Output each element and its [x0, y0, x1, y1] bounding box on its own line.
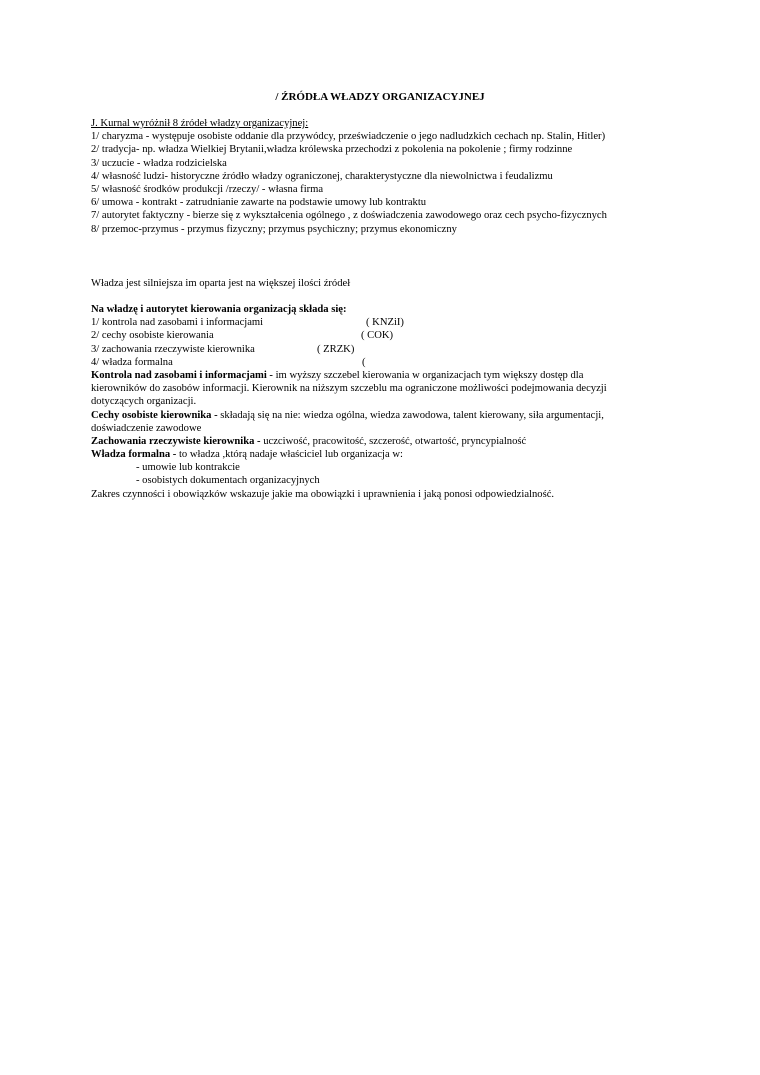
document-title: / ŹRÓDŁA WŁADZY ORGANIZACYJNEJ: [275, 91, 485, 103]
source-head: 1/ charyzma -: [91, 131, 152, 143]
component-label: 3/ zachowania rzeczywiste kierownika: [91, 343, 255, 355]
kontrola-line: kierowników do zasobów informacji. Kierownik na niższym szczeblu ma ograniczone możliwości podejmowania decyzji: [91, 383, 607, 395]
source-item: [91, 130, 607, 143]
source-text: władza rodzicielska: [143, 157, 227, 169]
cechy-heading: Cechy osobiste kierownika -: [91, 409, 221, 421]
closing-text: Zakres czynności i obowiązków wskazuje jakie ma obowiązki i uprawnienia i jaką ponosi odpowiedzialność.: [91, 488, 555, 500]
source-head: 2/ tradycja-: [91, 144, 143, 156]
source-text: występuje osobiste oddanie dla przywódcy, przeświadczenie o jego nadludzkich cechach np. Stalin, Hitler): [151, 131, 606, 143]
component-item: [91, 356, 691, 369]
components-heading: Na władzę i autorytet kierowania organizacją składa się:: [91, 304, 347, 315]
source-head: 5/ własność środków produkcji /rzeczy/ -: [91, 183, 269, 195]
source-text: własna firma: [268, 183, 324, 195]
cechy-paragraph: Cechy osobiste kierownika - składają się na nie: wiedza ogólna, wiedza zawodowa, talent kierowany, siła argumentacji,: [91, 409, 604, 421]
source-item: [91, 157, 607, 170]
source-text: np. władza Wielkiej Brytanii,władza królewska przechodzi z pokolenia na pokolenie ; firmy rodzinne: [142, 144, 573, 156]
component-code: (: [362, 356, 366, 368]
statement: [91, 277, 350, 290]
source-head: 7/ autorytet faktyczny -: [91, 210, 193, 222]
component-item: [91, 316, 691, 329]
sources-intro: J. Kurnal wyróżnił 8 źródeł władzy organizacyjnej:: [91, 118, 309, 129]
source-text: bierze się z wykształcenia ogólnego , z doświadczenia zawodowego oraz cech psycho-fizycznych: [192, 210, 607, 222]
kontrola-paragraph: Kontrola nad zasobami i informacjami - im wyższy szczebel kierowania w organizacjach tym większy dostęp dla: [91, 369, 584, 381]
source-item: [91, 183, 607, 196]
component-label: 1/ kontrola nad zasobami i informacjami: [91, 317, 264, 329]
source-item: [91, 196, 607, 209]
source-text: zatrudnianie zawarte na podstawie umowy lub kontraktu: [186, 197, 427, 209]
source-head: 8/ przemoc-przymus -: [91, 223, 188, 235]
source-item: [91, 143, 607, 156]
components-section: [91, 303, 691, 501]
component-label: 4/ władza formalna: [91, 356, 173, 368]
wladza-formalna-heading: Władza formalna -: [91, 449, 179, 461]
source-text: przymus fizyczny; przymus psychiczny; przymus ekonomiczny: [187, 223, 457, 235]
source-item: [91, 209, 607, 222]
sources-section: [91, 117, 607, 236]
zachowania-heading: Zachowania rzeczywiste kierownika -: [91, 435, 264, 447]
kontrola-heading: Kontrola nad zasobami i informacjami -: [91, 369, 276, 381]
statement-text: Władza jest silniejsza im oparta jest na większej ilości źródeł: [91, 278, 351, 289]
cechy-line: doświadczenie zawodowe: [91, 422, 202, 434]
source-text: historyczne źródło władzy ograniczonej, charakterystyczne dla niewolnictwa i feudalizmu: [170, 170, 553, 182]
wladza-formalna-item: - umowie lub kontrakcie: [136, 462, 240, 474]
source-head: 6/ umowa - kontrakt -: [91, 197, 187, 209]
component-label: 2/ cechy osobiste kierowania: [91, 330, 214, 342]
kontrola-line: dotyczących organizacji.: [91, 396, 197, 408]
source-item: [91, 223, 607, 236]
component-code: ( ZRZK): [317, 343, 355, 355]
component-code: ( COK): [361, 330, 394, 342]
source-head: 4/ własność ludzi-: [91, 170, 171, 182]
component-item: [91, 343, 691, 356]
source-head: 3/ uczucie -: [91, 157, 144, 169]
wladza-formalna-item: - osobistych dokumentach organizacyjnych: [136, 475, 320, 487]
component-code: ( KNZiI): [366, 317, 404, 329]
zachowania-paragraph: Zachowania rzeczywiste kierownika - uczciwość, pracowitość, szczerość, otwartość, pryncypialność: [91, 435, 527, 447]
source-item: [91, 170, 607, 183]
component-item: [91, 329, 691, 342]
wladza-formalna-paragraph: Władza formalna - to władza ,którą nadaje właściciel lub organizacja w:: [91, 449, 403, 461]
